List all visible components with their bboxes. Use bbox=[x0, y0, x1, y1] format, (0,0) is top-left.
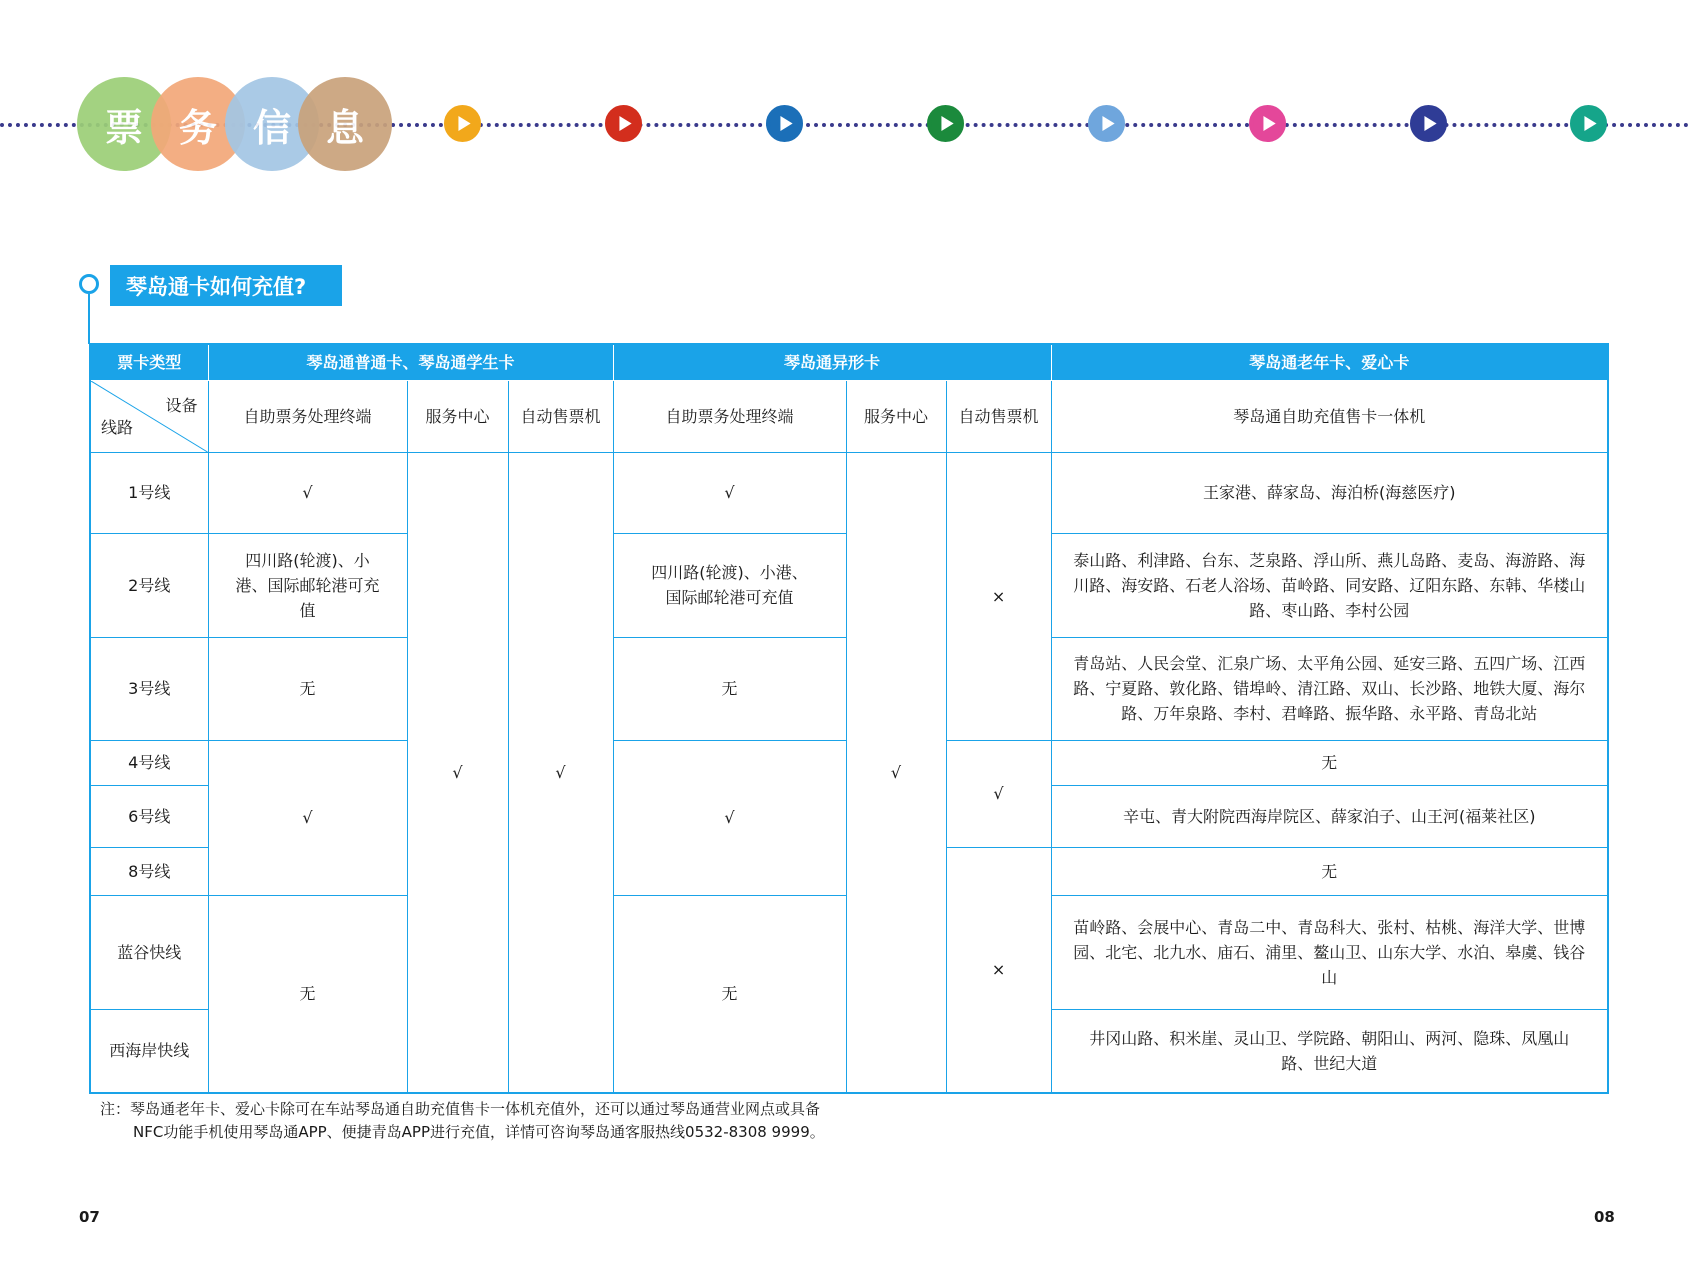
col-kiosk: 琴岛通自助充值售卡一体机 bbox=[1051, 380, 1608, 452]
recharge-table bbox=[89, 343, 1609, 1094]
page-number-right: 08 bbox=[1594, 1208, 1615, 1226]
g1-terminal-cell: √ bbox=[208, 452, 407, 533]
line-label-cell: 1号线 bbox=[90, 452, 208, 533]
g2-service-cell: √ bbox=[846, 452, 946, 1093]
header-group-senior: 琴岛通老年卡、爱心卡 bbox=[1051, 344, 1608, 380]
footnote-line-2: NFC功能手机使用琴岛通APP、便捷青岛APP进行充值，详情可咨询琴岛通客服热线0532-8308 9999。 bbox=[133, 1123, 825, 1141]
play-icon bbox=[605, 105, 642, 142]
g1-terminal-cell: 四川路(轮渡)、小港、国际邮轮港可充值 bbox=[208, 533, 407, 637]
section-connector bbox=[88, 294, 90, 344]
play-icon bbox=[444, 105, 481, 142]
g1-vending-cell: √ bbox=[508, 452, 613, 1093]
section-title: 琴岛通卡如何充值? bbox=[110, 265, 342, 306]
play-icon bbox=[1249, 105, 1286, 142]
footnote-line-1: 注：琴岛通老年卡、爱心卡除可在车站琴岛通自助充值售卡一体机充值外，还可以通过琴岛通营业网点或具备 bbox=[100, 1100, 821, 1118]
line-label-cell: 蓝谷快线 bbox=[90, 895, 208, 1009]
g2-vending-cell: × bbox=[946, 847, 1051, 1093]
footnote bbox=[100, 1098, 825, 1144]
g2-terminal-cell: 四川路(轮渡)、小港、国际邮轮港可充值 bbox=[613, 533, 846, 637]
header-circle-xi: 息 bbox=[298, 77, 392, 171]
g3-stations-cell: 苗岭路、会展中心、青岛二中、青岛科大、张村、枯桃、海洋大学、世博园、北宅、北九水、庙石、浦里、鳌山卫、山东大学、水泊、皋虞、钱谷山 bbox=[1051, 895, 1608, 1009]
line-label-cell: 4号线 bbox=[90, 740, 208, 785]
col-service-center: 服务中心 bbox=[407, 380, 508, 452]
line-label-cell: 西海岸快线 bbox=[90, 1009, 208, 1093]
header-group-special: 琴岛通异形卡 bbox=[613, 344, 1051, 380]
g2-vending-cell: √ bbox=[946, 740, 1051, 847]
g2-terminal-cell: 无 bbox=[613, 637, 846, 740]
g3-stations-cell: 王家港、薛家岛、海泊桥(海慈医疗) bbox=[1051, 452, 1608, 533]
device-label: 设备 bbox=[165, 395, 198, 415]
header-group-regular: 琴岛通普通卡、琴岛通学生卡 bbox=[208, 344, 613, 380]
g2-terminal-cell: √ bbox=[613, 452, 846, 533]
device-line-diagonal-cell bbox=[90, 380, 208, 452]
g1-terminal-cell: √ bbox=[208, 740, 407, 895]
line-label-cell: 6号线 bbox=[90, 785, 208, 847]
g3-stations-cell: 青岛站、人民会堂、汇泉广场、太平角公园、延安三路、五四广场、江西路、宁夏路、敦化路、错埠岭、清江路、双山、长沙路、地铁大厦、海尔路、万年泉路、李村、君峰路、振华路、永平路、青岛北站 bbox=[1051, 637, 1608, 740]
table-row bbox=[90, 452, 1608, 533]
col-terminal-2: 自助票务处理终端 bbox=[613, 380, 846, 452]
line-label: 线路 bbox=[101, 417, 134, 437]
g3-stations-cell: 井冈山路、积米崖、灵山卫、学院路、朝阳山、两河、隐珠、凤凰山路、世纪大道 bbox=[1051, 1009, 1608, 1093]
line-label-cell: 3号线 bbox=[90, 637, 208, 740]
header-card-type: 票卡类型 bbox=[90, 344, 208, 380]
play-icon bbox=[766, 105, 803, 142]
g3-stations-cell: 辛屯、青大附院西海岸院区、薛家泊子、山王河(福莱社区) bbox=[1051, 785, 1608, 847]
g1-terminal-cell: 无 bbox=[208, 895, 407, 1093]
table-header-row bbox=[90, 344, 1608, 380]
g3-stations-cell: 泰山路、利津路、台东、芝泉路、浮山所、燕儿岛路、麦岛、海游路、海川路、海安路、石老人浴场、苗岭路、同安路、辽阳东路、东韩、华楼山路、枣山路、李村公园 bbox=[1051, 533, 1608, 637]
col-vending: 自动售票机 bbox=[508, 380, 613, 452]
play-icon bbox=[1088, 105, 1125, 142]
play-icon bbox=[927, 105, 964, 142]
header-circle-wu: 务 bbox=[151, 77, 245, 171]
col-vending-2: 自动售票机 bbox=[946, 380, 1051, 452]
header-circle-piao: 票 bbox=[77, 77, 171, 171]
g1-service-cell: √ bbox=[407, 452, 508, 1093]
header-circle-xin: 信 bbox=[225, 77, 319, 171]
play-icon bbox=[1570, 105, 1607, 142]
g3-stations-cell: 无 bbox=[1051, 740, 1608, 785]
col-service-center-2: 服务中心 bbox=[846, 380, 946, 452]
play-icon bbox=[1410, 105, 1447, 142]
col-terminal: 自助票务处理终端 bbox=[208, 380, 407, 452]
section-bullet-icon bbox=[79, 274, 99, 294]
g2-terminal-cell: 无 bbox=[613, 895, 846, 1093]
line-label-cell: 8号线 bbox=[90, 847, 208, 895]
g3-stations-cell: 无 bbox=[1051, 847, 1608, 895]
table-subheader-row bbox=[90, 380, 1608, 452]
page-number-left: 07 bbox=[79, 1208, 100, 1226]
line-label-cell: 2号线 bbox=[90, 533, 208, 637]
g2-terminal-cell: √ bbox=[613, 740, 846, 895]
g2-vending-cell: × bbox=[946, 452, 1051, 740]
g1-terminal-cell: 无 bbox=[208, 637, 407, 740]
